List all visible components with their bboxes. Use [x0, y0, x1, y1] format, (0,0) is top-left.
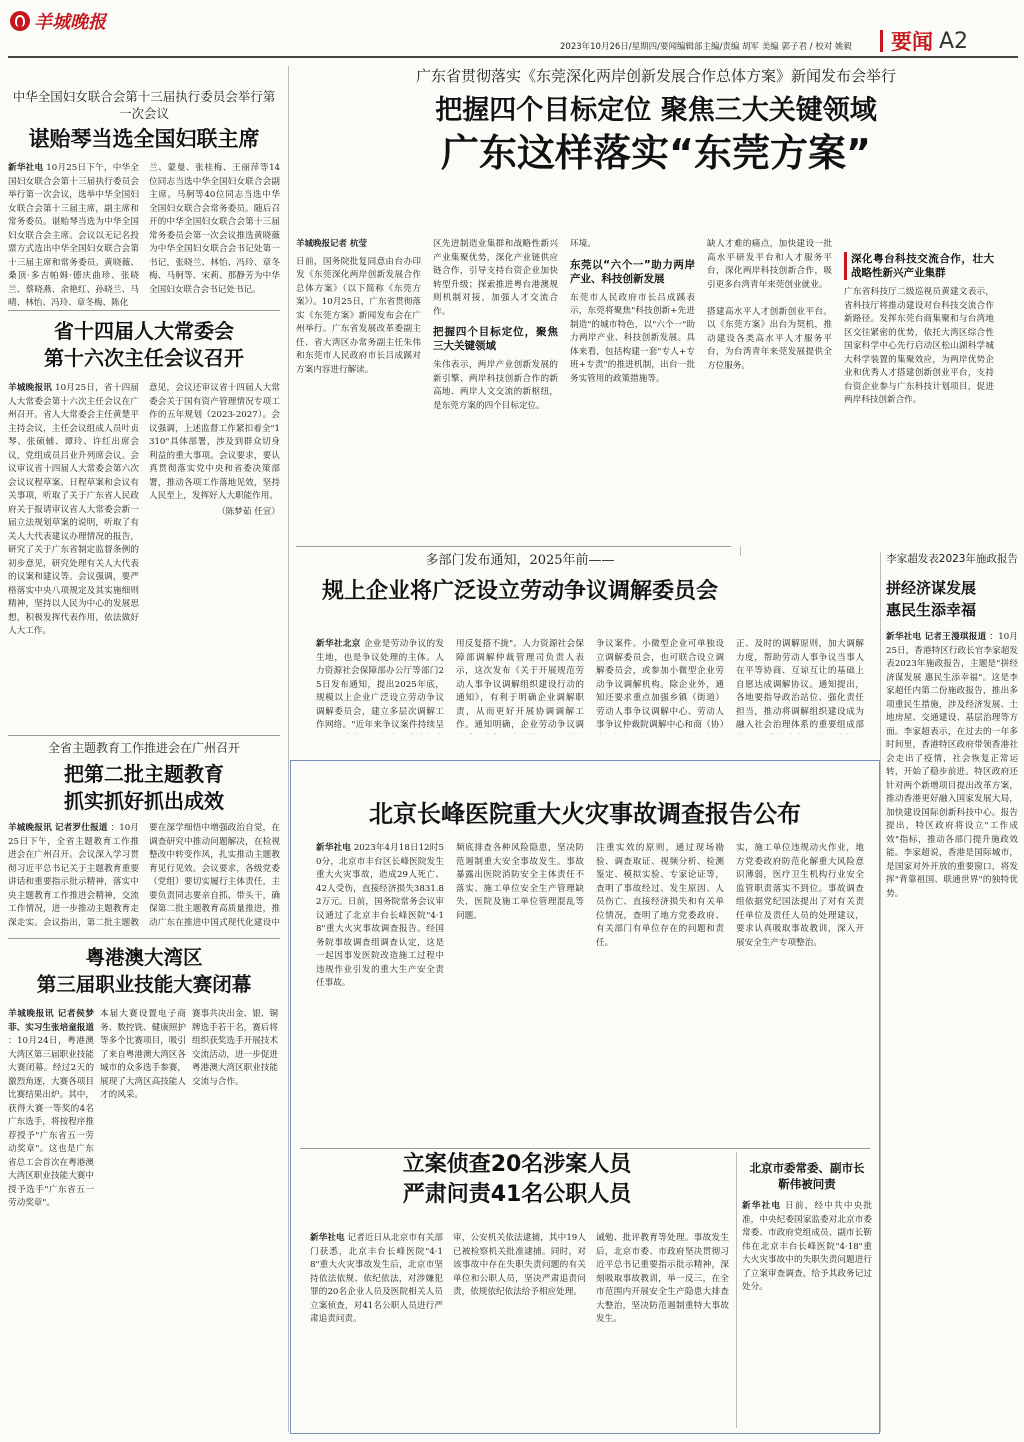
article-byline: 新华社电	[316, 843, 351, 853]
article-headline: 规上企业将广泛设立劳动争议调解委员会	[321, 579, 718, 604]
newspaper-logo	[10, 8, 106, 34]
article-subheading: 深化粤台科技交流合作，壮大战略性新兴产业集群	[844, 252, 994, 280]
article-npc-meeting	[8, 318, 280, 730]
article-kicker: 广东省贯彻落实《东莞深化两岸创新发展合作总体方案》新闻发布会举行	[415, 67, 896, 85]
article-body: 意见，会议还审议省十四届人大常委会关于国有资产管理情况专项工作的五年规划（2023-2027）。会议强调，上述监督工作紧扣着全"1310"具体部署，涉及到群众切身利益的重大事项。会议要求，要认真贯彻落实党中央和省委决策部署，推动各项工作落地见效，坚持人民至上，发挥好人大职能作用。	[149, 383, 280, 501]
article-body: 注重实效的原则，通过现场勘验、调查取证、视频分析、检测鉴定、模拟实验、专家论证等，查明了事故经过、发生原因、人员伤亡、直接经济损失和有关单位情况，查明了地方党委政府、有关部门有单位存在的问题和责任。	[596, 843, 724, 948]
article-headline: 把第二批主题教育	[64, 762, 224, 786]
article-officials-accountability	[742, 1160, 872, 1428]
section-divider	[8, 938, 280, 939]
article-subheading: 东莞以“六个一”助力两岸产业、科技创新发展	[570, 258, 695, 285]
article-body: 日前，国务院批复同意由台办印发《东莞深化两岸创新发展合作总体方案》（以下简称《东莞方案》）。10月25日，广东省贯彻落实《东莞方案》新闻发布会在广州举行。广东省发展改革委副主任、省大湾区办常务副主任朱伟和东莞市人民政府市长吕成蹊对方案内容进行解读。	[296, 256, 421, 375]
article-byline: 新华社电	[8, 163, 44, 173]
article-policy-address	[886, 552, 1018, 1436]
article-body: 10月25日下午，中华全国妇女联合会第十三届执行委员会举行第一次会议，选举中华全国妇女联合会第十三届主席，副主席和常务委员。谌贻琴当选为中华全国妇女联合会主席。会议以无记名投票方式选出中华全国妇女联合会第十三届主席和常务委员。黄晓薇、桑顶·多吉帕姆·德庆曲珍、张晓兰、蔡晓燕、余艳红、孙晓兰、马晴、林怡、冯玲、章冬梅、陈化	[8, 163, 139, 308]
left-column-divider	[288, 66, 289, 1432]
article-body: 日前，经中共中央批准，中央纪委国家监委对北京市委常委、市政府党组成员、副市长靳伟在北京丰台长峰医院"4·18"重大火灾事故中的失职失责问题进行了立案审查调查，给予其政务记过处分。	[742, 1201, 872, 1292]
article-byline: 新华社北京	[316, 639, 361, 649]
column-divider	[880, 552, 881, 1432]
article-skills-competition	[8, 944, 280, 1434]
article-byline: 新华社电	[310, 1233, 345, 1243]
article-body: 要在深学细悟中增强政治自觉，在调查研究中推动问题解决，在检视整改中转变作风，扎实推动主题教育见行见效。会议要求，各级党委（党组）要切实履行主体责任，主要负责同志要亲自抓、带头干，确保第二批主题教育高质量推进，推动广东在推进中国式现代化建设中	[149, 823, 280, 928]
column-divider	[736, 1152, 737, 1428]
article-body: 诫勉、批评教育等处理。事故发生后，北京市委、市政府坚决贯彻习近平总书记重要指示批示精神，深刻吸取事故教训，举一反三，在全市范围内开展安全生产隐患大排查大整治，坚决防范遏制重特大事故发生。	[596, 1233, 729, 1324]
article-headline: 省十四届人大常委会	[54, 319, 234, 343]
article-kicker: 李家超发表2023年施政报告	[886, 553, 1018, 565]
section-divider	[8, 310, 280, 311]
article-body: 区先进制造业集群和战略性新兴产业集聚优势，深化产业链供应链合作，引导支持台资企业加快转型升级；探索推进粤台港澳规则机制对接，加强人才交流合作。	[433, 239, 558, 317]
article-body: 缺人才难的痛点，加快建设一批高水平研发平台和人才服务平台，深化两岸科技创新合作，吸引更多台湾青年来莞创业就业。	[707, 239, 832, 290]
section-label: 要闻	[891, 30, 933, 54]
masthead-rule	[8, 56, 1018, 58]
logo-text: 羊城晚报	[34, 12, 106, 33]
article-headline: 严肃问责41名公职人员	[402, 1182, 632, 1207]
article-fire-report	[298, 796, 872, 836]
article-body: 企业是劳动争议的发生地，也是争议处理的主体。人力资源社会保障部办公厅等部门25日发布通知，提出2025年底，规模以上企业广泛设立劳动争议调解委员会，建立多层次调解工作网络。"近年来争议案件持续呈	[316, 639, 444, 730]
logo-emblem-icon	[10, 11, 30, 31]
article-body: 朱伟表示，两岸产业创新发展的新引擎、两岸科技创新合作的新高地、两岸人文交流的新枢纽，是东莞方案的四个目标定位。	[433, 360, 558, 411]
article-kicker: 多部门发布通知，2025年前——	[425, 553, 615, 568]
section-marker	[880, 28, 1016, 54]
section-divider	[300, 1148, 870, 1149]
article-body: 记者近日从北京市有关部门获悉，北京丰台长峰医院"4·18"重大火灾事故发生后，北京市坚持依法依规、依纪依法，对涉嫌犯罪的20名企业人员及医院相关人员立案侦查，对41名公职人员进行严肃追责问责。	[310, 1233, 443, 1324]
article-kicker: 中华全国妇女联合会第十三届执行委员会举行第一次会议	[12, 89, 276, 121]
section-divider	[8, 735, 280, 736]
article-body: 广东省科技厅二级巡视员黄建文表示，省科技厅将推动建设对台科技交流合作新路径。发挥东莞台商集聚和与台湾地区交往紧密的优势，依托大湾区综合性国家科学中心先行启动区松山湖科学城大科学装置的集聚效应，为两岸优势企业和优秀人才搭建创新创业平台，支持台资企业参与广东科技计划项目，促进两岸科技创新合作。	[844, 287, 994, 405]
article-body: 兰、蒙曼、张桂梅、王丽萍等14位同志当选中华全国妇女联合会副主席。马舸等40位同志当选中华全国妇女联合会常务委员。随后召开的中华全国妇女联合会第十三届常务委员会第一次会议推选黄晓薇为中华全国妇女联合会书记处第一书记，张晓兰、林怡、冯玲、章冬梅、马舸等、宋莉、那静芳为中华全国妇女联合会书记处书记。	[149, 163, 280, 295]
article-labor-disputes	[296, 552, 744, 644]
article-body: ：10月24日，粤港澳大湾区第三届职业技能大赛闭幕。经过2天的激烈角逐，大赛各项目比赛结果出炉。其中，获得大赛一等奖的4名广东选手，将按程序推荐授予"广东省五一劳动奖章"。这也是广东省总工会首次在粤港澳大湾区职业技能大赛中授予选手"广东省五一劳动奖章"。	[8, 1036, 94, 1208]
date-editors-line: 2023年10月26日/星期四/要闻编辑部主编/责编 胡军 美编 郭子君 / 校对 姚毅	[560, 42, 852, 52]
article-body: 频底排查各种风险隐患，坚决防范遏制重大安全事故发生。事故暴露出医院消防安全主体责任不落实、施工单位安全生产管理缺失，医院及施工单位管理混乱等问题。	[456, 843, 584, 921]
masthead	[0, 0, 1024, 56]
article-byline: 羊城晚报记者 杭莹	[296, 239, 367, 249]
article-body: 争议案件。小微型企业可单独设立调解委员会，也可联合设立调解委员会，或参加小微型企业劳动争议调解机构。除企业外，通知还要求重点加强乡镇（街道）劳动人事争议调解中心、劳动人事争议仲裁院调解中心和商（协）	[596, 639, 724, 730]
article-body: 审，公安机关依法逮捕，其中19人已被检察机关批准逮捕。同时，对该事故中存在失职失责问题的有关单位和公职人员，坚决严肃追责问责，依规依纪依法给予相应处理。	[453, 1233, 586, 1297]
article-headline: 抓实抓好抓出成效	[64, 789, 224, 813]
article-headline: 立案侦查20名涉案人员	[402, 1152, 632, 1177]
article-headline: 把握四个目标定位 聚焦三大关键领域	[435, 95, 877, 126]
article-body: 2023年4月18日12时50分，北京市丰台区长峰医院发生重大火灾事故，造成29人死亡、42人受伤，直接经济损失3831.82万元。日前，国务院常务会议审议通过了北京丰台长峰医院"4·18"重大火灾事故调查报告。经国务院事故调查组调查认定，这是一起因事发医院改造施工过程中违规作业引发的重大生产安全责任事故。	[316, 843, 444, 988]
article-body: 搭建高水平人才创新创业平台。以《东莞方案》出台为契机，推动建设各类高水平人才服务平台，为台湾青年来莞发展提供全方位服务。	[707, 306, 832, 371]
article-body: 10月25日，省十四届人大常委会第十六次主任会议在广州召开。省人大常委会主任黄楚平主持会议，主任会议组成人员叶贞琴、张硕辅、谭玲、许红出席会议，党组成员吕业升列席会议。会议审议省十四届人大常委会第六次会议议程草案、日程草案和会议有关事项，听取了关于广东省人民政府关于报请审议省人大常委会新一届立法规划草案的说明，听取了有关人大代表建议办理情况的报告，研究了关于广东省制定监督条例的初步意见，研究处理有关人大代表的议案和建议等。会议强调，要严格落实中央八项规定及其实施细则精神，坚持以人民为中心的发展思想，积极发挥代表作用，依法做好人大工作。	[8, 383, 139, 636]
article-byline: 新华社电	[742, 1201, 782, 1211]
article-body: 赛事共决出金、银、铜牌选手若干名，赛后将组织获奖选手开展技术交流活动，进一步促进粤港澳大湾区职业技能交流与合作。	[192, 1009, 278, 1087]
article-body: 东莞市人民政府市长吕成蹊表示，东莞将聚焦"科技创新+先进制造"的城市特色，以"六个一"助力两岸产业、科技创新发展。具体来看，包括构建一套"专人+专班+专责"的推进机制，出台一批务实管用的政策措施等。	[570, 292, 695, 384]
article-headline: 北京市委常委、副市长	[749, 1161, 865, 1175]
article-signature: （陈梦茹 任宣）	[217, 506, 280, 517]
article-headline: 北京长峰医院重大火灾事故调查报告公布	[369, 800, 801, 828]
article-body: 实，施工单位违规动火作业，地方党委政府防范化解重大风险意识薄弱，医疗卫生机构行业安全监管职责落实不到位。事故调查组依据党纪国法提出了对有关责任单位及责任人员的处理建议，要求认真吸取事故教训，深入开展安全生产专项整治。	[736, 843, 864, 948]
article-headline: 粤港澳大湾区	[85, 946, 203, 969]
article-kicker: 全省主题教育工作推进会在广州召开	[47, 741, 240, 755]
article-body: 本届大赛设置电子商务、数控铣、健康照护等多个比赛项目，吸引了来自粤港澳大湾区各城市的众多选手参赛，展现了大湾区高技能人才的风采。	[100, 1009, 186, 1100]
article-headline: 靳伟被问责	[778, 1177, 836, 1191]
article-headline: 第三届职业技能大赛闭幕	[36, 973, 252, 996]
article-headline: 拼经济谋发展	[886, 579, 977, 597]
article-headline: 第十六次主任会议召开	[44, 346, 244, 370]
page-number: A2	[939, 28, 969, 54]
article-byline: 新华社电 记者王漫琪报道	[886, 632, 987, 642]
article-headline: 惠民生添幸福	[886, 601, 977, 619]
article-byline: 羊城晚报讯 记者侯梦菲、实习生张培童报道	[8, 1009, 94, 1033]
article-women-federation	[8, 88, 280, 308]
article-headline: 谌贻琴当选全国妇联主席	[28, 127, 260, 151]
section-divider	[296, 546, 731, 547]
article-subheading: 把握四个目标定位，聚焦三大关键领域	[433, 326, 558, 352]
article-body: 正、及时的调解原则，加大调解力度，帮助劳动人事争议当事人在平等协商、互谅互让的基础上自愿达成调解协议。通知提出，各地要指导政治站位、强化责任担当，推动将调解组织建设成为融入社会治理体系的重要组成部	[736, 639, 864, 730]
article-headline-main: 广东这样落实“东莞方案”	[441, 131, 871, 175]
article-body: ：10月25日下午，全省主题教育工作推进会在广州召开。会议深入学习贯彻习近平总书记关于主题教育重要讲话和重要指示批示精神，落实中央主题教育工作推进会精神，交流工作情况，进一步推动主题教育走深走实。会议指出，第二批主题教	[8, 823, 139, 928]
article-byline: 羊城晚报讯	[8, 383, 53, 393]
article-byline: 羊城晚报讯 记者罗仕报道	[8, 823, 108, 833]
article-body: 用反复搭不拢"。人力资源社会保障部调解仲裁管理司负责人表示，这次发布《关于开展规范劳动人事争议调解组织建设行动的通知》，有利于明确企业调解职责，从而更好开展协调调解工作。通知明确，企业劳动争议调	[456, 639, 584, 730]
article-body: ：10月25日，香港特区行政长官李家超发表2023年施政报告，主题是"拼经济谋发展 惠民生添幸福"。这是李家超任内第二份施政报告，推出多项重民生措施，涉及经济发展、土地房屋、交通建设、基层治理等方面。李家超表示，在过去的一年多时间里，香港特区政府带领香港社会走出了疫情，社会恢复正常运转，开始了稳步前进。特区政府还针对两个新增项目提出改革方案，推动香港更好融入国家发展大局，加快建设国际创新科技中心。报告提出，特区政府将设立"工作成效"指标，推动各部门提升施政效能。李家超说，香港是国际城市，是国家对外开放的重要窗口，将发挥"背靠祖国、联通世界"的独特优势。	[886, 632, 1018, 899]
article-investigation	[298, 1150, 736, 1232]
article-body: 环境。	[570, 239, 596, 249]
